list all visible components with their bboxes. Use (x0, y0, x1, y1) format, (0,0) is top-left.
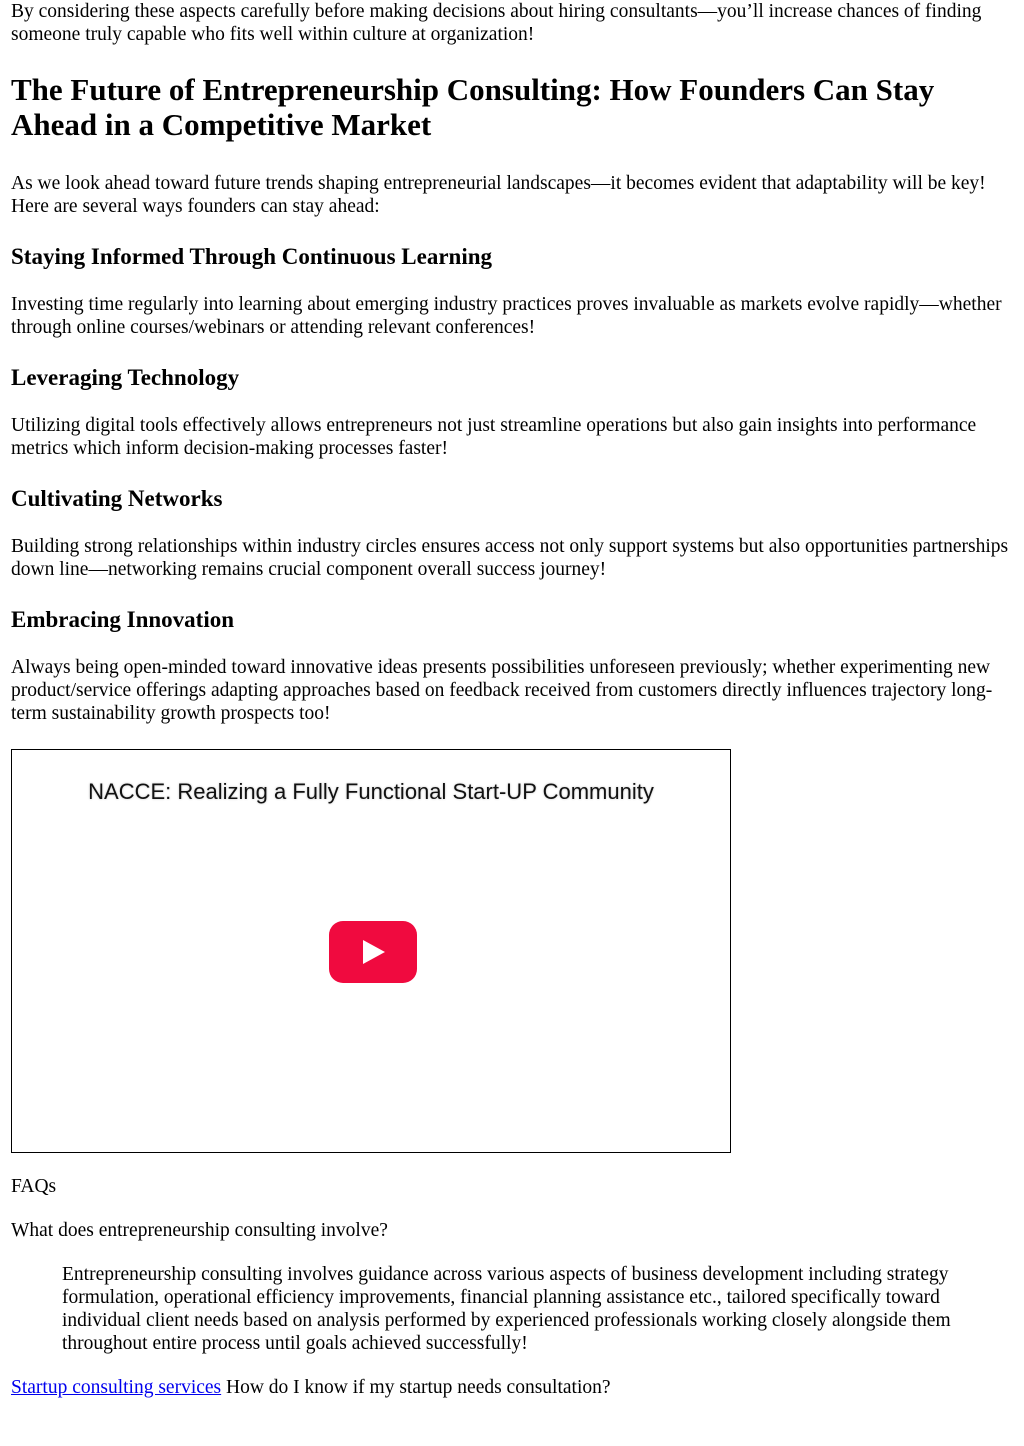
section-body-innovation: Always being open-minded toward innovative ideas presents possibilities unforeseen previously; whether experimenting new product/service offerings adapting approaches based on feedback received from customers directly influences trajectory long-term sustainability growth prospects too! (11, 657, 993, 724)
section-heading-technology: Leveraging Technology (11, 365, 240, 390)
video-embed[interactable] (11, 749, 731, 1153)
section-heading-innovation: Embracing Innovation (11, 607, 235, 632)
bottom-question: How do I know if my startup needs consultation? (221, 1377, 611, 1398)
faqs-label: FAQs (11, 1176, 57, 1197)
faq-answer: Entrepreneurship consulting involves guidance across various aspects of business development including strategy formulation, operational efficiency improvements, financial planning assistance etc., tailored specifically toward individual client needs based on analysis performed by experienced professionals working closely alongside them throughout entire process until goals achieved successfully! (62, 1264, 951, 1354)
section-body-networks: Building strong relationships within industry circles ensures access not only support systems but also opportunities partnerships down line—networking remains crucial component overall success journey! (11, 536, 1009, 580)
bottom-line (11, 1376, 1010, 1399)
section-body-technology: Utilizing digital tools effectively allows entrepreneurs not just streamline operations but also gain insights into performance metrics which inform decision-making processes faster! (11, 415, 977, 459)
section-heading-networks: Cultivating Networks (11, 486, 223, 511)
play-icon (363, 940, 385, 964)
video-title[interactable]: NACCE: Realizing a Fully Functional Start-UP Community (88, 779, 654, 804)
video-play-button[interactable] (329, 921, 417, 983)
faq-question: What does entrepreneurship consulting involve? (11, 1220, 388, 1241)
section-heading-learning: Staying Informed Through Continuous Learning (11, 244, 493, 269)
startup-consulting-link[interactable]: Startup consulting services (11, 1377, 222, 1398)
intro-paragraph: By considering these aspects carefully before making decisions about hiring consultants—you’ll increase chances of finding someone truly capable who fits well within culture at organization! (11, 1, 982, 45)
main-heading: The Future of Entrepreneurship Consulting: How Founders Can Stay Ahead in a Competitive Market (11, 72, 935, 142)
main-paragraph: As we look ahead toward future trends shaping entrepreneurial landscapes—it becomes evident that adaptability will be key! Here are several ways founders can stay ahead: (11, 173, 986, 217)
section-body-learning: Investing time regularly into learning about emerging industry practices proves invaluable as markets evolve rapidly—whether through online courses/webinars or attending relevant conferences! (11, 294, 1002, 338)
